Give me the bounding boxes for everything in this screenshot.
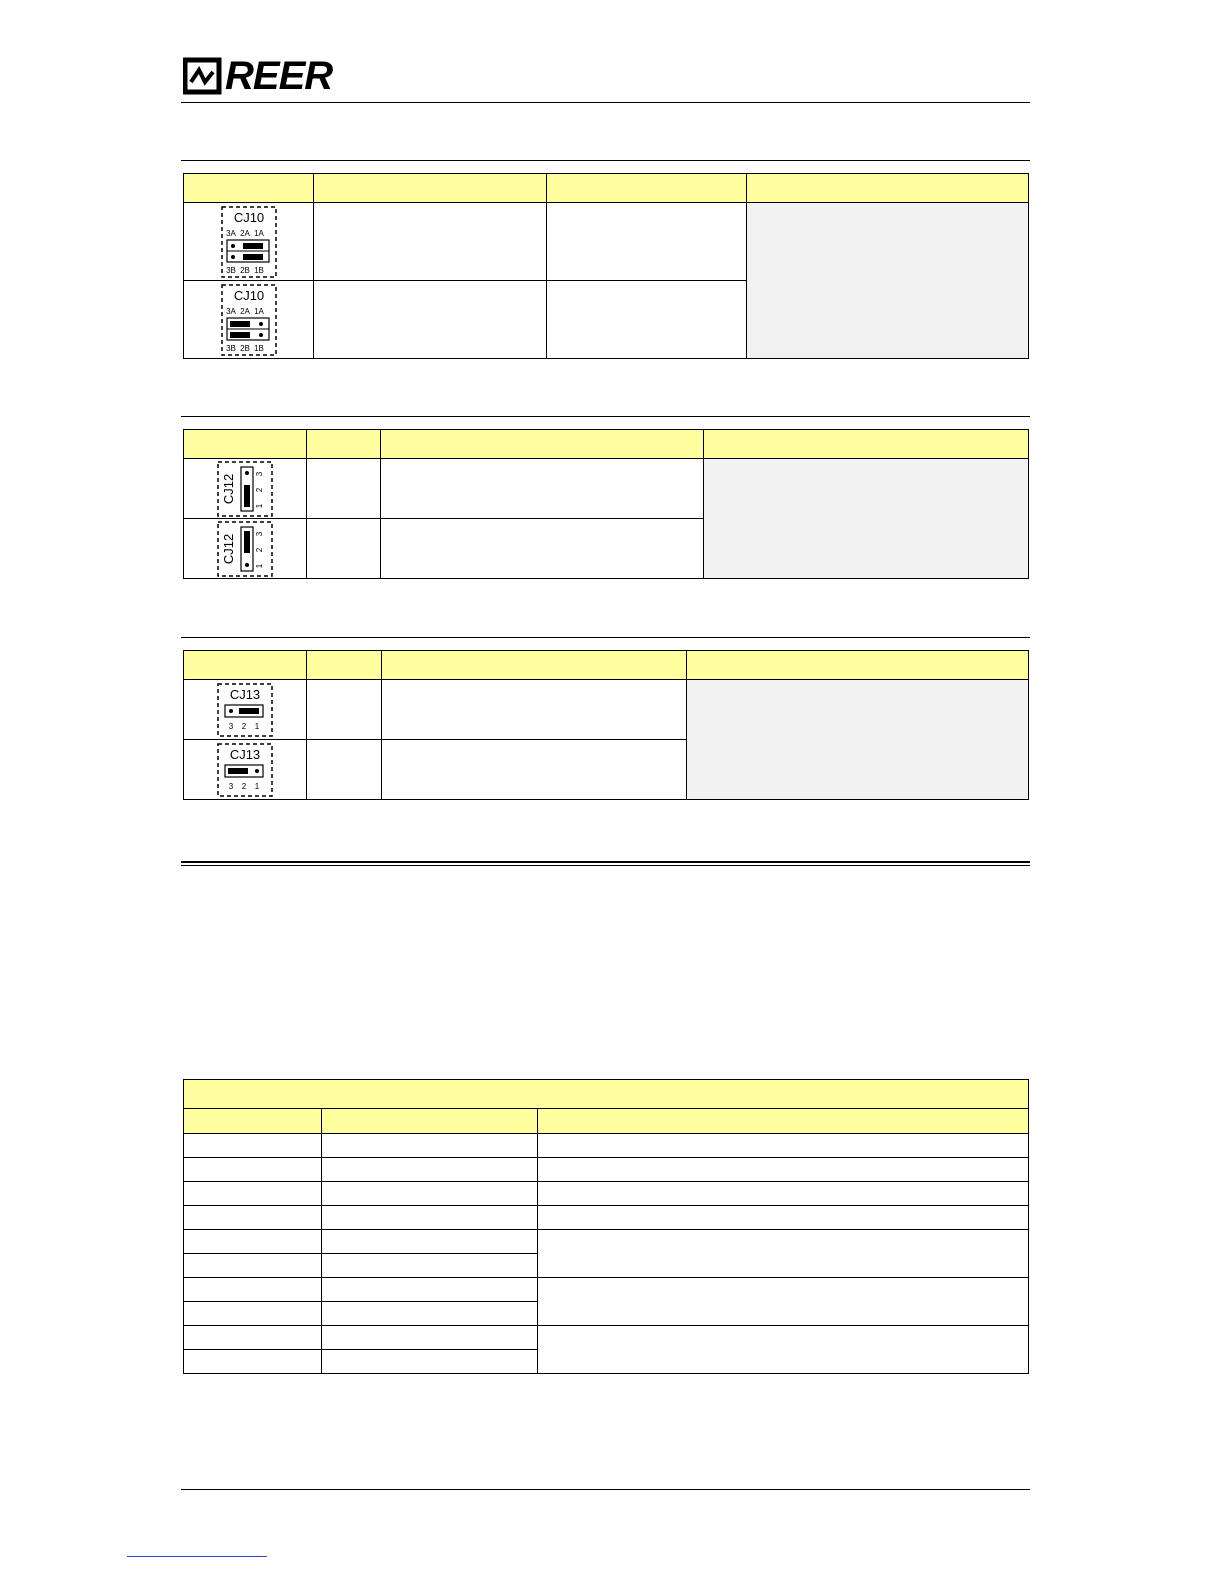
header-cell	[184, 174, 314, 203]
table-cell	[184, 1206, 322, 1230]
cj10-label: CJ10	[233, 287, 264, 303]
jumper-cell	[184, 740, 307, 800]
logo-wordmark: REER	[225, 54, 333, 98]
svg-text:1: 1	[254, 721, 260, 731]
header-cell	[184, 430, 307, 459]
table-cell	[314, 281, 547, 359]
table-cell	[538, 1326, 1029, 1374]
cj13-jumper-diagram	[217, 683, 273, 737]
table-row	[184, 1206, 1029, 1230]
section-rule	[181, 416, 1030, 417]
cj12-label: CJ12	[221, 533, 236, 564]
table-cell	[538, 1278, 1029, 1326]
table-title-row	[184, 1080, 1029, 1109]
table-cell	[184, 1278, 322, 1302]
svg-text:1B: 1B	[253, 343, 264, 353]
header-cell	[538, 1109, 1029, 1134]
svg-text:2: 2	[241, 721, 247, 731]
table-cell	[184, 1326, 322, 1350]
header-cell	[687, 651, 1029, 680]
svg-text:3A: 3A	[225, 228, 236, 238]
cj10-table	[183, 173, 1029, 359]
table-row	[184, 1182, 1029, 1206]
jumper-cell	[184, 680, 307, 740]
table-cell	[382, 740, 687, 800]
table-cell	[184, 1302, 322, 1326]
cj10-label: CJ10	[233, 209, 264, 225]
cj10-jumper-diagram	[221, 284, 277, 356]
table-cell	[547, 281, 747, 359]
svg-text:3A: 3A	[225, 306, 236, 316]
table-cell	[538, 1230, 1029, 1278]
section-double-rule	[181, 865, 1030, 866]
section-rule	[181, 160, 1030, 161]
header-cell	[382, 651, 687, 680]
svg-text:1: 1	[255, 503, 264, 508]
table-cell	[322, 1254, 538, 1278]
note-cell	[687, 680, 1029, 800]
table-cell	[322, 1182, 538, 1206]
note-cell	[704, 459, 1029, 579]
svg-text:3: 3	[255, 471, 264, 476]
table-cell	[538, 1158, 1029, 1182]
svg-text:3: 3	[228, 781, 234, 791]
svg-text:2: 2	[255, 487, 264, 492]
svg-text:2: 2	[255, 547, 264, 552]
svg-text:3: 3	[228, 721, 234, 731]
header-cell	[307, 430, 381, 459]
table-cell	[322, 1302, 538, 1326]
svg-text:2: 2	[241, 781, 247, 791]
table-row	[184, 1278, 1029, 1302]
table-cell	[184, 1350, 322, 1374]
table-row	[184, 1326, 1029, 1350]
table-cell	[547, 203, 747, 281]
section-rule	[181, 637, 1030, 638]
cj13-label: CJ13	[229, 686, 261, 702]
table-cell	[322, 1230, 538, 1254]
table-header-row	[184, 651, 1029, 680]
table-cell	[322, 1350, 538, 1374]
table-cell	[538, 1182, 1029, 1206]
cj12-label: CJ12	[221, 473, 236, 504]
table-row	[184, 680, 1029, 740]
header-cell	[747, 174, 1029, 203]
title-cell	[184, 1080, 1029, 1109]
table-row	[184, 1134, 1029, 1158]
footer-rule	[181, 1489, 1030, 1490]
table-header-row	[184, 430, 1029, 459]
cj10-jumper-diagram	[221, 206, 277, 278]
table-cell	[307, 740, 382, 800]
svg-text:1: 1	[254, 781, 260, 791]
header-cell	[184, 651, 307, 680]
footer-link-underline[interactable]	[127, 1556, 267, 1557]
svg-text:3B: 3B	[225, 343, 236, 353]
table-cell	[538, 1134, 1029, 1158]
svg-text:3B: 3B	[225, 265, 236, 275]
svg-text:2B: 2B	[239, 265, 250, 275]
header-cell	[704, 430, 1029, 459]
reer-logo	[183, 54, 333, 98]
table-row	[184, 203, 1029, 281]
table-cell	[184, 1182, 322, 1206]
note-cell	[747, 203, 1029, 359]
table-cell	[184, 1158, 322, 1182]
table-cell	[538, 1206, 1029, 1230]
table-cell	[314, 203, 547, 281]
table-cell	[184, 1230, 322, 1254]
header-cell	[381, 430, 704, 459]
cj12-jumper-diagram	[217, 461, 273, 517]
lower-table	[183, 1079, 1029, 1374]
table-cell	[381, 519, 704, 579]
svg-text:1A: 1A	[253, 228, 264, 238]
cj12-jumper-diagram	[217, 521, 273, 577]
cj13-label: CJ13	[229, 746, 261, 762]
header-cell	[322, 1109, 538, 1134]
table-cell	[322, 1134, 538, 1158]
section-double-rule	[181, 861, 1030, 863]
table-cell	[322, 1206, 538, 1230]
table-cell	[307, 519, 381, 579]
table-cell	[322, 1278, 538, 1302]
jumper-cell	[184, 459, 307, 519]
table-cell	[322, 1158, 538, 1182]
header-cell	[184, 1109, 322, 1134]
jumper-cell	[184, 519, 307, 579]
svg-text:2A: 2A	[239, 228, 250, 238]
cj12-table	[183, 429, 1029, 579]
header-cell	[547, 174, 747, 203]
table-cell	[322, 1326, 538, 1350]
header-cell	[307, 651, 382, 680]
jumper-cell	[184, 203, 314, 281]
svg-text:1A: 1A	[253, 306, 264, 316]
table-row	[184, 1230, 1029, 1254]
table-row	[184, 1158, 1029, 1182]
table-cell	[184, 1254, 322, 1278]
table-cell	[307, 459, 381, 519]
svg-text:1: 1	[255, 563, 264, 568]
cj13-jumper-diagram	[217, 743, 273, 797]
svg-text:2A: 2A	[239, 306, 250, 316]
svg-text:1B: 1B	[253, 265, 264, 275]
cj13-table	[183, 650, 1029, 800]
table-header-row	[184, 1109, 1029, 1134]
table-cell	[382, 680, 687, 740]
table-header-row	[184, 174, 1029, 203]
header-cell	[314, 174, 547, 203]
svg-text:2B: 2B	[239, 343, 250, 353]
svg-text:3: 3	[255, 531, 264, 536]
table-cell	[307, 680, 382, 740]
jumper-cell	[184, 281, 314, 359]
table-row	[184, 459, 1029, 519]
table-cell	[184, 1134, 322, 1158]
header-rule	[181, 102, 1030, 103]
table-cell	[381, 459, 704, 519]
